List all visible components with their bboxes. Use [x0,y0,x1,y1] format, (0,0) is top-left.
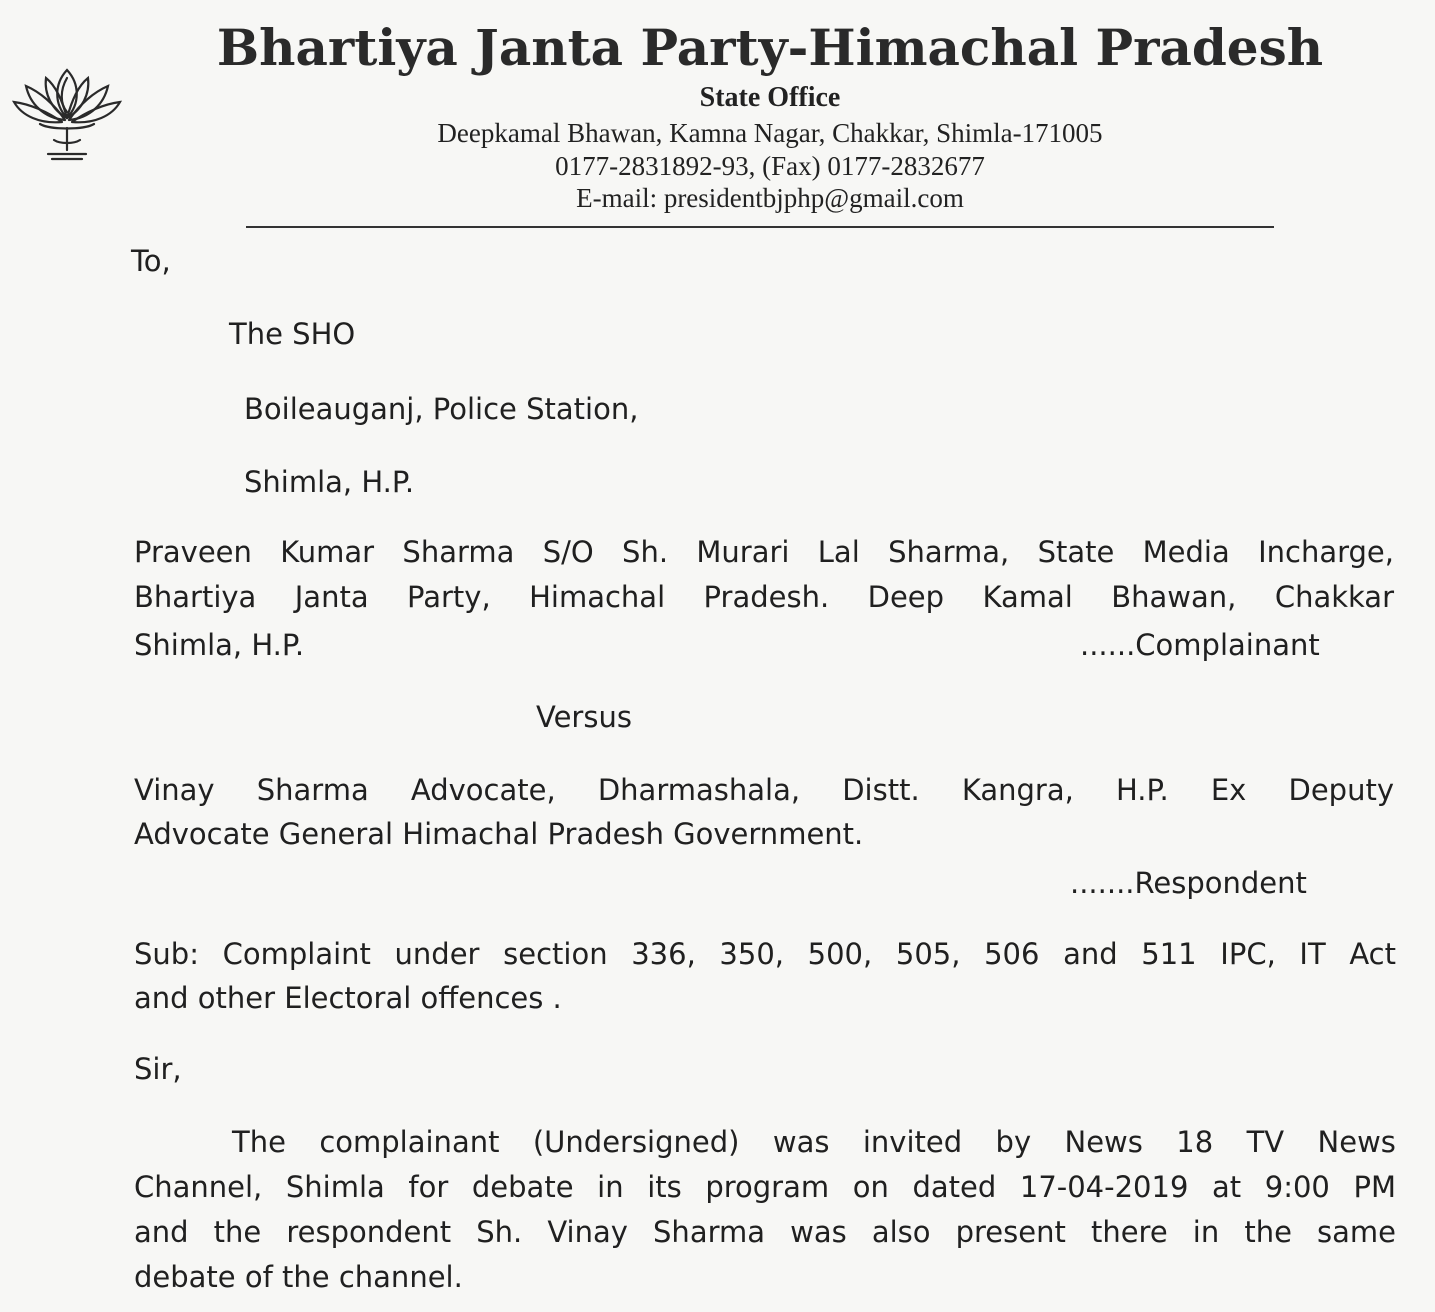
subject-line-1: Sub: Complaint under section 336, 350, 500, 505, 506 and 511 IPC, IT Act [134,937,1396,971]
state-office-label: State Office [699,82,841,113]
respondent-line-2: Advocate General Himachal Pradesh Government. [134,817,864,851]
recipient-line-1: The SHO [229,317,356,351]
complainant-line-2: Bhartiya Janta Party, Himachal Pradesh. Deep Kamal Bhawan, Chakkar [134,580,1394,614]
complainant-block [134,530,1394,620]
respondent-line-1: Vinay Sharma Advocate, Dharmashala, Distt. Kangra, H.P. Ex Deputy [134,773,1394,807]
salutation: Sir, [134,1052,182,1086]
recipient-line-2: Boileauganj, Police Station, [244,392,639,426]
to-label: To, [131,244,171,278]
body-line-1: The complainant (Undersigned) was invited by News 18 TV News [232,1125,1396,1159]
recipient-line-3: Shimla, H.P. [244,465,415,499]
office-address: Deepkamal Bhawan, Kamna Nagar, Chakkar, Shimla-171005 [437,118,1103,148]
respondent-block [134,768,1394,813]
subject-line-2: and other Electoral offences . [134,981,562,1015]
body-line-4: debate of the channel. [134,1260,463,1294]
versus-label: Versus [536,700,632,734]
respondent-role: .......Respondent [1070,866,1307,900]
office-phone: 0177-2831892-93, (Fax) 0177-2832677 [555,151,985,181]
office-email: E-mail: presidentbjphp@gmail.com [576,183,964,213]
subject-block [134,932,1396,977]
complainant-line-1: Praveen Kumar Sharma S/O Sh. Murari Lal Sharma, State Media Incharge, [134,535,1394,569]
letterhead-divider [246,226,1274,228]
body-paragraph [134,1120,1396,1300]
body-line-2: Channel, Shimla for debate in its program on dated 17-04-2019 at 9:00 PM [134,1170,1396,1204]
complainant-role: ......Complainant [1080,628,1320,662]
letterhead-title: Bhartiya Janta Party-Himachal Pradesh [216,18,1324,77]
body-line-3: and the respondent Sh. Vinay Sharma was also present there in the same [134,1215,1396,1249]
complainant-line-3: Shimla, H.P. [134,628,305,662]
